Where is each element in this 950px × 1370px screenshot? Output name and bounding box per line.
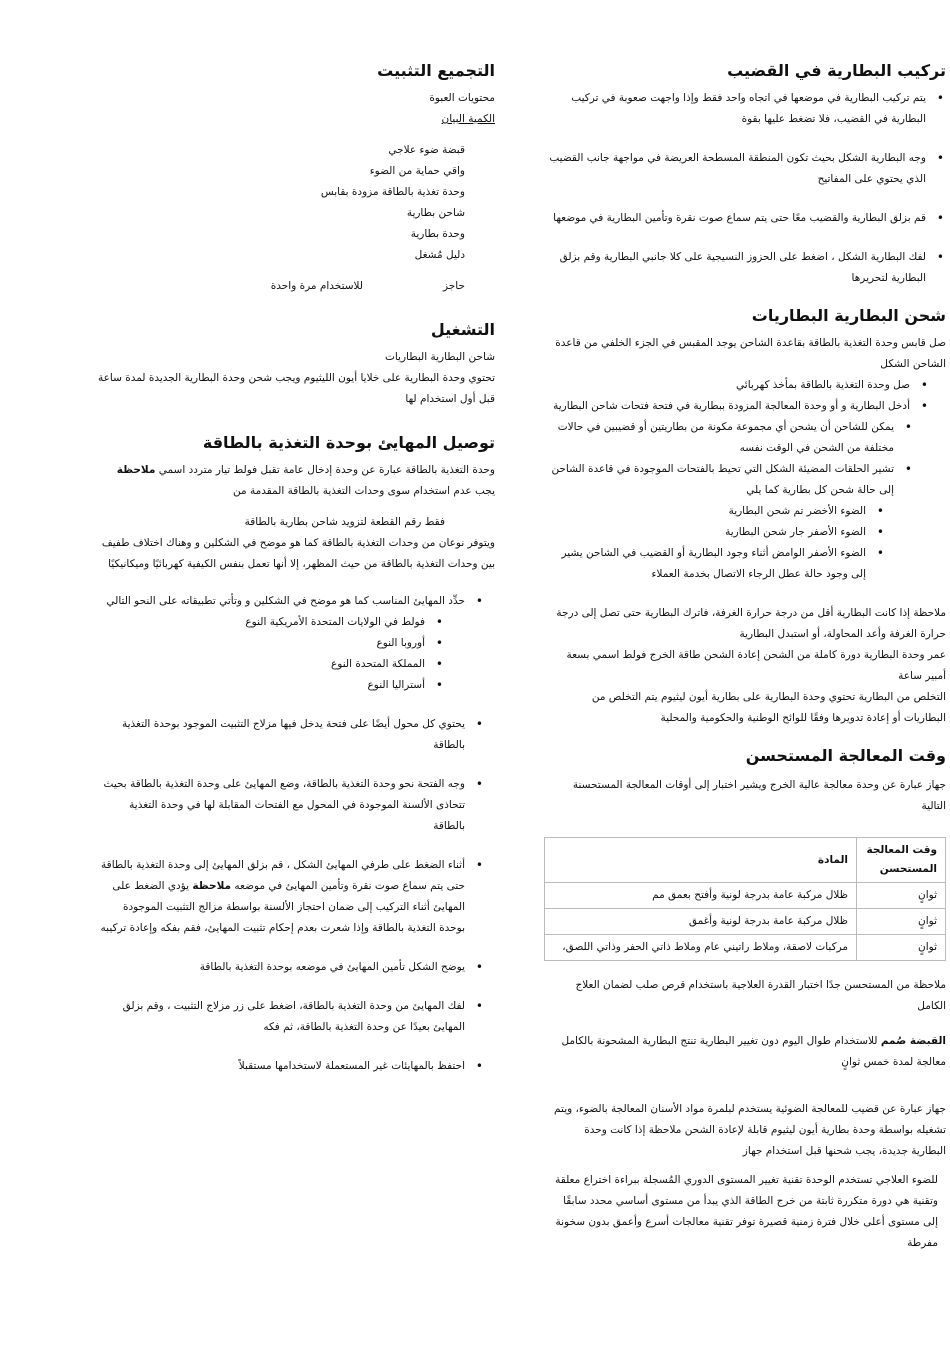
operation-subtitle: شاحن البطارية البطاريات	[384, 351, 495, 363]
table-header-row	[545, 838, 946, 883]
curing-note: ملاحظة من المستحسن جدًا اختبار القدرة العلاجية باستخدام قرص صلب لضمان العلاج الكامل	[575, 979, 946, 1012]
charging-lights-list	[548, 501, 946, 585]
curing-intro: جهاز عبارة عن وحدة معالجة عالية الخرج ويشير اختبار إلى أوقات المعالجة المستحسنة التالية	[572, 779, 946, 812]
battery-disposal-text: التخلص من البطارية تحتوي وحدة البطارية على بطارية أيون ليثيوم يتم التخلص من البطاريات أو إعادة تدويرها وفقًا للوائح الوطنية والحكومية والمحلية	[591, 691, 946, 724]
adapter-slide-note-text: يؤدي الضغط على المهايئ أثناء التركيب إلى ضمان احتجاز الألسنة بواسطة مزالج التثبيت الموجودة بوحدة التغذية بالطاقة وإذا شعرت بعدم إحكام تثبيت المهايئ، فقم بفكه وإعادة تركيبه	[100, 880, 465, 934]
table-row	[545, 883, 946, 909]
list-item: واقي حماية من الضوء	[369, 165, 465, 177]
adapter-select-step: حدِّد المهايئ المناسب كما هو موضح في الشكلين و وتأتي تطبيقاته على النحو التالي	[106, 595, 465, 607]
adapter-types-list	[95, 612, 465, 696]
adapter-part-number: فقط رقم القطعة لتزويد شاحن بطارية بالطاقة	[244, 516, 445, 528]
list-item: • يتم تركيب البطارية في موضعها في اتجاه واحد فقط وإذا واجهت صعوبة في تركيب البطارية في القضيب، فلا تضغط عليها بقوة	[548, 88, 926, 130]
charging-list	[548, 375, 946, 417]
table-cell-material: مركبات لاصقة، وملاط راتيني عام وملاط ذاتي الحفر وذاتي اللصق،	[545, 935, 857, 961]
list-item	[95, 276, 465, 297]
barrier-label: حاجز	[443, 280, 465, 292]
list-item: • احتفظ بالمهايئات غير المستعملة لاستخدامها مستقبلاً	[95, 1056, 465, 1077]
list-item: • يوضح الشكل تأمين المهايئ في موضعه بوحدة التغذية بالطاقة	[95, 957, 465, 978]
list-item: • قم بزلق البطارية والقضيب معًا حتى يتم سماع صوت نقرة وتأمين البطارية في موضعها	[548, 208, 926, 229]
adapter-slide-step: أثناء الضغط على طرفي المهايئ الشكل ، قم بزلق المهايئ إلى وحدة التغذية بالطاقة حتى يتم سماع صوت نقرة وتأمين المهايئ في موضعه	[101, 859, 465, 892]
grip-text	[548, 1031, 946, 1073]
adapter-heading: توصيل المهايئ بوحدة التغذية بالطاقة	[202, 433, 495, 452]
list-item: • أستراليا النوع	[95, 675, 425, 696]
list-item: وحدة بطارية	[410, 228, 465, 240]
operation-heading: التشغيل	[430, 320, 495, 339]
list-item: • يمكن للشاحن أن يشحن أي مجموعة مكونة من بطاريتين أو قضيبين في حالات مختلفة من الشحن في الوقت نفسه	[548, 417, 894, 459]
charging-intro: صل قابس وحدة التغذية بالطاقة بقاعدة الشاحن يوجد المقبس في الجزء الخلفي من قاعدة الشاحن الشكل	[555, 337, 946, 370]
list-item: وحدة تغذية بالطاقة مزودة بقابس	[320, 186, 465, 198]
table-cell-time: ثوانٍ	[857, 909, 946, 935]
charging-heading: شحن البطارية البطاريات	[751, 306, 946, 325]
list-item: • يحتوي كل محول أيضًا على فتحة يدخل فيها مزلاج التثبيت الموجود بوحدة التغذية بالطاقة	[95, 714, 465, 756]
list-item: • لفك البطارية الشكل ، اضغط على الحزوز النسيجية على كلا جانبي البطارية وقم بزلق البطارية لتحريرها	[548, 247, 926, 289]
left-column	[95, 60, 495, 1077]
list-item: • أوروبا النوع	[95, 633, 425, 654]
table-cell-time: ثوانٍ	[857, 883, 946, 909]
battery-life-text: عمر وحدة البطارية دورة كاملة من الشحن إعادة الشحن طاقة الخرج فولط اسمي بسعة أمبير ساعة	[566, 649, 946, 682]
adapter-note-label: ملاحظة	[116, 464, 156, 476]
curing-time-table	[544, 837, 946, 961]
installation-heading: التجميع التثبيت	[377, 61, 495, 80]
table-cell-time: ثوانٍ	[857, 935, 946, 961]
list-item: • الضوء الأخضر تم شحن البطارية	[548, 501, 866, 522]
technology-description: للضوء العلاجي تستخدم الوحدة تقنية تغيير المستوى الدوري المُسجلة ببراءة اختراع معلقة وتقنية هي دورة متكررة ثابتة من خرج الطاقة الذي يبدأ من مستوى أساسي محدد سابقًا إلى مستوى أعلى خلال فترة زمنية قصيرة توفر تقنية معالجات أسرع وأعمق بدون سخونة مفرطة	[555, 1174, 938, 1249]
adapter-intro-text: وحدة التغذية بالطاقة عبارة عن وحدة إدخال عامة تقبل فولط تيار متردد اسمي	[158, 464, 495, 476]
list-item: • أدخل البطارية و أو وحدة المعالجة المزودة ببطارية في فتحة فتحات شاحن البطارية	[548, 396, 910, 417]
battery-assembly-heading: تركيب البطارية في القضيب	[727, 61, 946, 80]
adapter-steps-list	[95, 591, 495, 1077]
table-header-material: المادة	[545, 838, 857, 883]
adapter-types-text: ويتوفر نوعان من وحدات التغذية بالطاقة كما هو موضح في الشكلين و وهناك اختلاف طفيف بين وحدات التغذية بالطاقة من حيث المظهر، إلا أنها تعمل بنفس الكيفية كهربائيًا وميكانيكيًا	[101, 537, 495, 570]
adapter-note-text: يجب عدم استخدام سوى وحدات التغذية بالطاقة المقدمة من	[233, 485, 495, 497]
adapter-intro	[95, 460, 495, 502]
list-item: قبضة ضوء علاجي	[388, 144, 465, 156]
table-row	[545, 935, 946, 961]
list-item: شاحن بطارية	[406, 207, 465, 219]
list-item: • الضوء الأصفر الوامض أثناء وجود البطارية أو القضيب في الشاحن يشير إلى وجود حالة عطل الرجاء الاتصال بخدمة العملاء	[548, 543, 866, 585]
list-item: • وجه الفتحة نحو وحدة التغذية بالطاقة، وضع المهايئ على وحدة التغذية بالطاقة بحيث تتحاذى الألسنة الموجودة في المحول مع الفتحات المقابلة لها في وحدة التغذية بالطاقة	[95, 774, 465, 837]
list-item	[95, 591, 465, 696]
right-column	[548, 60, 946, 1254]
device-description: جهاز عبارة عن قضيب للمعالجة الضوئية يستخدم لبلمرة مواد الأسنان المعالجة بالضوء، ويتم تشغيله بواسطة وحدة بطارية أيون ليثيوم قابلة لإعادة الشحن ملاحظة إذا كانت وحدة البطارية جديدة، يجب شحنها قبل استخدام جهاز	[554, 1103, 946, 1157]
list-item: • تشير الحلقات المضيئة الشكل التي تحيط بالفتحات الموجودة في قاعدة الشاحن إلى حالة شحن كل بطارية كما يلي	[548, 459, 894, 501]
operation-text: تحتوي وحدة البطارية على خلايا أيون الليثيوم ويجب شحن وحدة البطارية الجديدة لمدة ساعة قبل أول استخدام لها	[97, 372, 495, 405]
quantity-label: الكمية البيان	[441, 113, 495, 125]
list-item: • لفك المهايئ من وحدة التغذية بالطاقة، اضغط على زر مزلاج التثبيت ، وقم بزلق المهايئ بعيدًا عن وحدة التغذية بالطاقة، ثم فكه	[95, 996, 465, 1038]
list-item: • الضوء الأصفر جار شحن البطارية	[548, 522, 866, 543]
grip-description: للاستخدام طوال اليوم دون تغيير البطارية تنتج البطارية المشحونة بالكامل معالجة لمدة خمس ثوانٍ	[561, 1035, 946, 1068]
curing-time-heading: وقت المعالجة المستحسن	[745, 746, 946, 765]
table-cell-material: ظلال مركبة عامة بدرجة لونية وأغمق	[545, 909, 857, 935]
list-item: دليل مُشغل	[414, 249, 465, 261]
list-item: • فولط في الولايات المتحدة الأمريكية النوع	[95, 612, 425, 633]
package-contents-list	[95, 140, 495, 297]
single-use-label: للاستخدام مرة واحدة	[270, 280, 364, 292]
list-item: • وجه البطارية الشكل بحيث تكون المنطقة المسطحة العريضة في مواجهة جانب القضيب الذي يحتوي على المفاتيح	[548, 148, 926, 190]
table-row	[545, 909, 946, 935]
list-item	[95, 855, 465, 939]
table-cell-material: ظلال مركبة عامة بدرجة لونية وأفتح بعمق مم	[545, 883, 857, 909]
table-header-time: وقت المعالجة المستحسن	[857, 838, 946, 883]
list-item: • المملكة المتحدة النوع	[95, 654, 425, 675]
grip-label: القبضة صُمم	[880, 1035, 946, 1047]
adapter-slide-note-label: ملاحظة	[192, 880, 232, 892]
assembly-list	[548, 88, 946, 289]
list-item: • صل وحدة التغذية بالطاقة بمأخذ كهربائي	[548, 375, 910, 396]
charging-note: ملاحظة إذا كانت البطارية أقل من درجة حرارة الغرفة، فاترك البطارية حتى تصل إلى درجة حرارة الغرفة وأعد المحاولة، أو استبدل البطارية	[556, 607, 946, 640]
package-contents-label: محتويات العبوة	[429, 92, 495, 104]
charging-sublist	[548, 417, 946, 501]
